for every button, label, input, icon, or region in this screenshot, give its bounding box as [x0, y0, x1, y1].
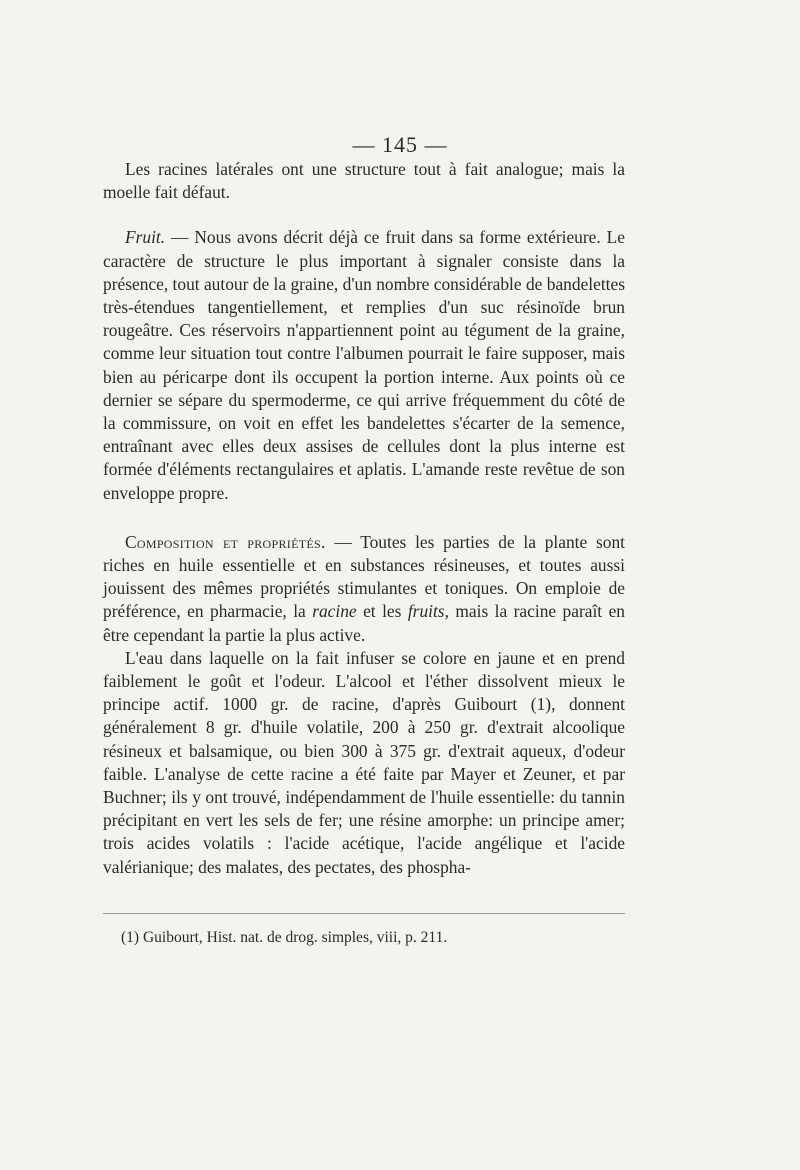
paragraph-fruit [103, 226, 625, 504]
fruit-text: — Nous avons décrit déjà ce fruit dans sa forme extérieure. Le caractère de structure le plus important à signaler consiste dans la présence, tout autour de la graine, d'un nombre considérable de bandelettes très-étendues tangentiellement, et remplies d'un suc résinoïde brun rougeâtre. Ces réservoirs n'appartiennent point au tégument de la graine, comme leur situation tout contre l'albumen pourrait le faire supposer, mais bien au péricarpe dont ils occupent la portion interne. Aux points où ce dernier se sépare du spermoderme, ce qui arrive fréquemment du côté de la commissure, on voit en effet les bandelettes s'écarter de la semence, entraînant avec elles deux assises de cellules dont la plus interne est formée d'éléments rectangulaires et aplatis. L'amande reste revêtue de son enveloppe propre. [103, 227, 625, 503]
page-number: — 145 — [352, 132, 448, 157]
composition-text-a: — Toutes les parties de la plante sont riches en huile essentielle et en substances résineuses, et toutes aussi jouissent des mêmes propriétés stimulantes et toniques. On emploie de préférence, en pharmacie, la [103, 531, 625, 622]
paragraph-analysis: L'eau dans laquelle on la fait infuser se colore en jaune et en prend faiblement le goût et l'odeur. L'alcool et l'éther dissolvent mieux le principe actif. 1000 gr. de racine, d'après Guibourt (1), donnent généralement 8 gr. d'huile volatile, 200 à 250 gr. d'extrait alcoolique résineux et balsamique, ou bien 300 à 375 gr. d'extrait aqueux, d'odeur faible. L'analyse de cette racine a été faite par Mayer et Zeuner, et par Buchner; ils y ont trouvé, indépendamment de l'huile essentielle: du tannin précipitant en vert les sels de fer; une résine amorphe: un principe amer; trois acides volatils : l'acide acétique, l'acide angélique et l'acide valérianique; des malates, des pectates, des phospha- [103, 647, 625, 877]
paragraph-composition [103, 531, 625, 647]
composition-text-b: et les [356, 601, 408, 622]
composition-text-c: , mais la racine paraît en être cependant la partie la plus active. [103, 601, 625, 645]
paragraph-lateral-roots: Les racines latérales ont une structure tout à fait analogue; mais la moelle fait défaut. [103, 159, 625, 203]
composition-heading: Composition et propriétés. [125, 531, 326, 552]
footnote-rule [103, 913, 625, 914]
fruit-heading: Fruit. [125, 227, 166, 248]
racine-word: racine [312, 601, 357, 622]
footnote: (1) Guibourt, Hist. nat. de drog. simples, viii, p. 211. [121, 929, 448, 946]
body-text [103, 158, 625, 879]
fruits-word: fruits [407, 601, 445, 622]
